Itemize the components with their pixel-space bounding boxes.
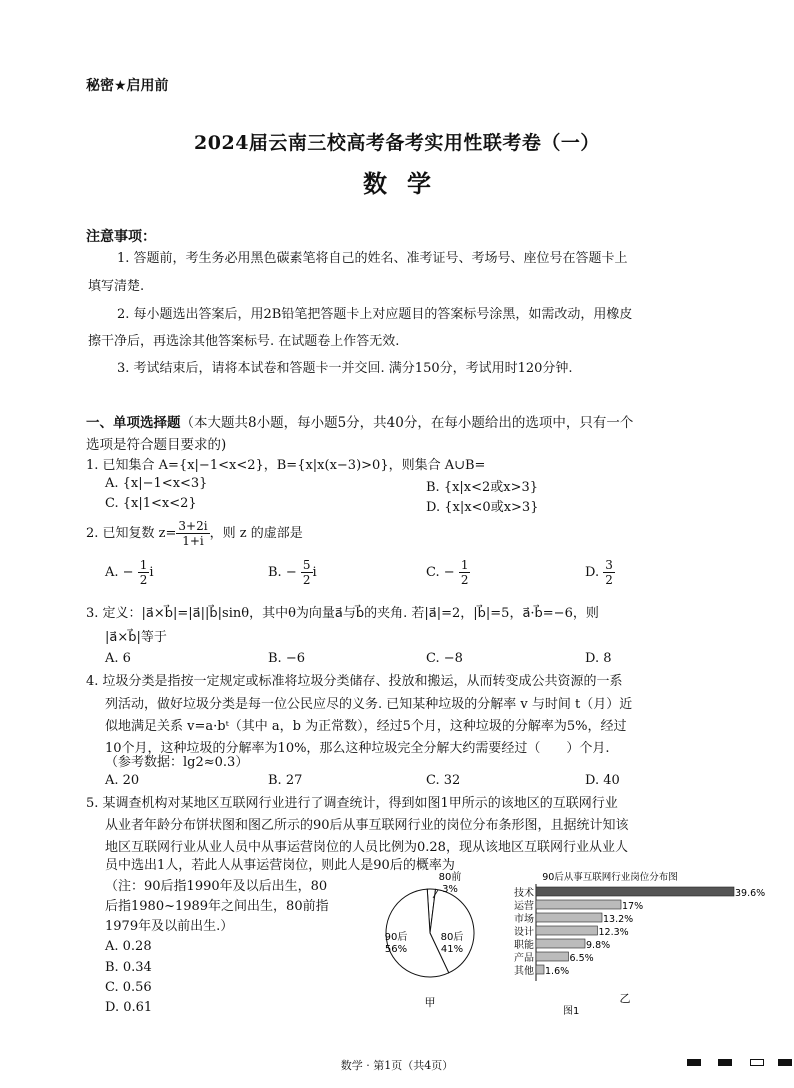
notice-item-1-cont: 填写清楚.: [88, 279, 145, 294]
corner-mark-1: [687, 1059, 701, 1066]
q2-c-num: 1: [460, 558, 469, 572]
bar-value-label-5: 6.5%: [569, 953, 594, 964]
q5-option-a: A. 0.28: [105, 939, 152, 954]
bar-value-label-2: 13.2%: [603, 914, 634, 925]
q2-c-label: C.: [426, 565, 440, 580]
bar-category-0: 技术: [514, 888, 534, 899]
figure-caption: 图1: [563, 1006, 580, 1017]
notice-item-1: 1. 答题前，考生务必用黑色碳素笔将自己的姓名、准考证号、考场号、座位号在答题卡上: [117, 251, 628, 266]
q1-option-d: D. {x|x<0或x>3}: [426, 500, 539, 515]
q2-option-b: [268, 558, 317, 587]
q2-d-den: 2: [605, 573, 613, 587]
pie-chart: [385, 870, 474, 1009]
bar-3: [536, 926, 598, 935]
bar-value-label-3: 12.3%: [598, 927, 629, 938]
q1-option-a: A. {x|−1<x<3}: [105, 476, 208, 491]
bar-caption: 乙: [619, 992, 631, 1005]
q2-option-d: [585, 558, 615, 587]
q2-b-den: 2: [302, 573, 311, 587]
q4-stem-4: 10个月，这种垃圾的分解率为10%，那么这种垃圾完全分解大约需要经过（ ）个月.: [105, 741, 610, 756]
q5-option-b: B. 0.34: [105, 960, 152, 975]
q4-stem-1: 4. 垃圾分类是指按一定规定或标准将垃圾分类储存、投放和搬运，从而转变成公共资源的一系: [86, 674, 623, 689]
notice-item-2: 2. 每小题选出答案后，用2B铅笔把答题卡上对应题目的答案标号涂黑，如需改动，用橡皮: [117, 307, 633, 322]
bar-value-label-1: 17%: [622, 901, 644, 912]
notice-heading: 注意事项：: [86, 229, 156, 245]
q3-stem-2: |a⃗×b⃗|等于: [105, 630, 167, 645]
bar-title: 90后从事互联网行业岗位分布图: [542, 872, 678, 883]
q2-d-frac: [603, 558, 615, 587]
q3-option-d: D. 8: [585, 651, 612, 666]
bar-chart: [514, 871, 765, 1005]
q2-b-suffix: i: [312, 565, 317, 580]
subject-title: 数学: [363, 169, 451, 198]
notice-item-3: 3. 考试结束后，请将本试卷和答题卡一并交回. 满分150分，考试用时120分钟.: [117, 361, 573, 376]
exam-title: 2024届云南三校高考备考实用性联考卷（一）: [194, 132, 600, 154]
q5-stem-2: 从业者年龄分布饼状图和图乙所示的90后从事互联网行业的岗位分布条形图，且据统计知该: [105, 818, 629, 833]
q5-note-2: 后指1980~1989年之间出生，80前指: [105, 899, 329, 914]
q5-option-c: C. 0.56: [105, 980, 152, 995]
q4-option-d: D. 40: [585, 773, 620, 788]
bar-value-label-4: 9.8%: [586, 940, 611, 951]
bar-6: [536, 965, 544, 974]
q2-a-frac: [138, 558, 150, 587]
bar-0: [536, 887, 734, 896]
notice-item-2-cont: 擦干净后，再选涂其他答案标号. 在试题卷上作答无效.: [88, 334, 400, 349]
q5-stem-4: 员中选出1人，若此人从事运营岗位，则此人是90后的概率为: [105, 858, 455, 873]
q2-c-frac: [459, 558, 471, 587]
q4-option-b: B. 27: [268, 773, 303, 788]
q2-a-num: 1: [139, 558, 148, 572]
q3-option-a: A. 6: [105, 651, 131, 666]
section-desc-2: 选项是符合题目要求的): [86, 437, 227, 453]
pie-caption: 甲: [424, 996, 436, 1009]
bar-4: [536, 939, 585, 948]
bar-category-3: 设计: [514, 927, 534, 938]
q1-stem: 1. 已知集合 A={x|−1<x<2}，B={x|x(x−3)>0}，则集合 A∪B=: [86, 458, 486, 473]
q3-option-c: C. −8: [426, 651, 463, 666]
q2-frac-den: 1+i: [182, 534, 204, 548]
q4-option-c: C. 32: [426, 773, 461, 788]
section-heading: [86, 412, 746, 456]
q4-option-a: A. 20: [105, 773, 140, 788]
q4-stem-5: （参考数据：lg2≈0.3）: [105, 755, 249, 770]
q2-c-den: 2: [460, 573, 469, 587]
bar-value-label-6: 1.6%: [545, 966, 570, 977]
section-title: 一、单项选择题: [86, 415, 181, 431]
q2-a-den: 2: [139, 573, 148, 587]
bar-value-label-0: 39.6%: [735, 888, 766, 899]
q2-d-label: D.: [585, 565, 600, 580]
confidential-mark: 秘密★启用前: [86, 78, 169, 94]
bar-category-5: 产品: [514, 953, 534, 964]
bar-2: [536, 913, 602, 922]
bar-category-6: 其他: [514, 966, 534, 977]
pie-label-2: 80前 3%: [438, 872, 462, 895]
q2-option-c: [426, 558, 470, 587]
q5-option-d: D. 0.61: [105, 1000, 153, 1015]
q5-note-1: （注：90后指1990年及以后出生，80: [105, 879, 328, 894]
q1-option-c: C. {x|1<x<2}: [105, 496, 197, 511]
bar-1: [536, 900, 621, 909]
bar-category-4: 职能: [514, 940, 534, 951]
q4-stem-2: 列活动，做好垃圾分类是每一位公民应尽的义务. 已知某种垃圾的分解率 v 与时间 t（月）近: [105, 697, 633, 712]
q4-stem-3: 似地满足关系 v=a·bᵗ（其中 a，b 为正常数），经过5个月，这种垃圾的分解率为5%，经过: [105, 719, 627, 734]
q2-d-num: 3: [605, 558, 613, 572]
figure-1: [360, 868, 790, 1018]
q2-b-sign: −: [285, 565, 297, 580]
q2-a-sign: −: [122, 565, 134, 580]
page-footer: 数学 · 第1页（共4页）: [340, 1059, 454, 1072]
q2-b-frac: [301, 558, 313, 587]
q2-stem-pre: 2. 已知复数 z=: [86, 526, 177, 541]
pie-label-1: 80后 41%: [440, 932, 464, 955]
q5-stem-1: 5. 某调查机构对某地区互联网行业进行了调查统计，得到如图1甲所示的该地区的互联网行业: [86, 796, 618, 811]
q2-fraction: [176, 519, 209, 548]
corner-mark-2: [718, 1059, 732, 1066]
q2-a-label: A.: [105, 565, 119, 580]
q2-frac-num: 3+2i: [178, 519, 208, 533]
corner-mark-3: [750, 1059, 764, 1066]
q2-option-a: [105, 558, 154, 587]
q3-stem-1: 3. 定义：|a⃗×b⃗|=|a⃗||b⃗|sinθ，其中θ为向量a⃗与b⃗的夹角. 若|a⃗|=2，|b⃗|=5，a⃗·b⃗=−6，则: [86, 606, 599, 621]
q2-stem-post: ，则 z 的虚部是: [209, 526, 303, 541]
q2-stem: [86, 519, 303, 548]
q2-c-sign: −: [443, 565, 455, 580]
bar-category-1: 运营: [514, 901, 534, 912]
corner-mark-4: [778, 1059, 792, 1066]
bar-category-2: 市场: [514, 914, 534, 925]
q2-b-num: 5: [302, 558, 311, 572]
q1-option-b: B. {x|x<2或x>3}: [426, 480, 539, 495]
q2-a-suffix: i: [149, 565, 154, 580]
q2-b-label: B.: [268, 565, 282, 580]
bar-5: [536, 952, 569, 961]
section-desc-1: （本大题共8小题，每小题5分，共40分，在每小题给出的选项中，只有一个: [180, 415, 634, 431]
q5-note-3: 1979年及以前出生.）: [105, 919, 234, 934]
q3-option-b: B. −6: [268, 651, 305, 666]
pie-label-0: 90后 56%: [384, 932, 408, 955]
q5-stem-3: 地区互联网行业从业人员中从事运营岗位的人员比例为0.28，现从该地区互联网行业从业人: [105, 840, 628, 855]
